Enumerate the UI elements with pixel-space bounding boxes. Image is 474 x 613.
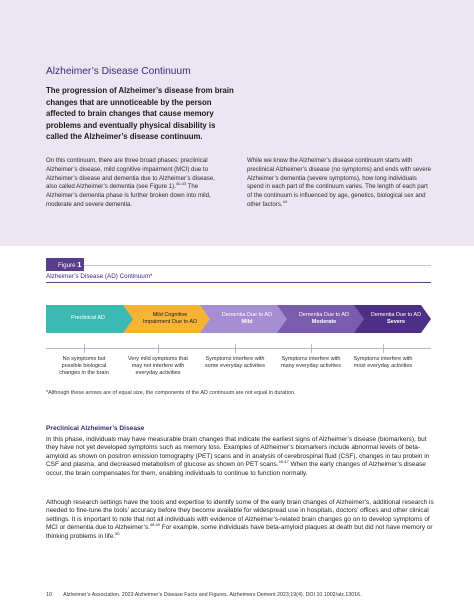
stage-label-line: Mild Cognitive: [152, 311, 188, 318]
timeline-tick: [235, 344, 236, 353]
intro-right-column: [247, 157, 433, 210]
citation-ref: 45-47: [278, 459, 289, 465]
stage-label-line: Dementia Due to AD: [298, 311, 350, 318]
figure-caption-rule: [46, 282, 431, 283]
timeline-tick: [84, 344, 85, 353]
stage-severity: Severe: [386, 319, 406, 325]
intro-left-text: On this continuum, there are three broad phases: preclinical Alzheimer’s disease, mild cognitive impairment (MCI) due to Alzheimer’s disease and dementia due to Alzheimer’s disease, also called Alzheimer’s dementia (see Figure 1).: [46, 157, 215, 191]
citation-ref: 44: [282, 198, 288, 204]
figure-footnote: *Although these arrows are of equal size, the components of the AD continuum are not equal in duration.: [46, 390, 296, 396]
paragraph-text: For example, some individuals have beta-amyloid plaques at death but did not have memory or thinking problems in life.: [46, 524, 433, 540]
footer-citation: Alzheimer’s Association. 2023 Alzheimer’s Disease Facts and Figures. Alzheimers Dement 2023;19(4). DOI 10.1002/alz.13016.: [63, 592, 362, 598]
stage-label-line: Impairment Due to AD: [142, 319, 198, 325]
stage-label-line: Dementia Due to AD: [221, 311, 273, 318]
figure-top-rule: [46, 265, 431, 266]
stage-severity: Mild: [241, 319, 253, 325]
citation-ref: 48,49: [149, 522, 160, 528]
paragraph-text: Although research settings have the tools and expertise to identify some of the early brain changes of Alzheimer’s, additional research is needed to fine-tune the tools’ accuracy before they become available for widespread use in hospitals, doctors’ offices and other clinical settings. It is important to note that not all individuals with evidence of Alzheimer’s-related brain changes go on to develop symptoms of MCI or dementia due to Alzheimer’s.: [46, 499, 434, 532]
intro-left-column: [46, 157, 226, 210]
stage-description-mci: Very mild symptoms that may not interfere with everyday activities: [128, 356, 188, 377]
stage-severity: Moderate: [311, 319, 337, 325]
timeline-tick: [158, 344, 159, 353]
stage-label-line: Dementia Due to AD: [370, 311, 422, 318]
page-number: 10: [46, 592, 52, 598]
continuum-arrows: [46, 305, 431, 333]
timeline-tick: [383, 344, 384, 353]
preclinical-paragraph-2: [46, 499, 436, 541]
stage-description-preclinical: No symptoms but possible biological changes in the brain: [59, 356, 109, 377]
page-footer: [46, 592, 362, 598]
stage-label-preclinical: [46, 305, 130, 333]
stage-label-mild: [209, 305, 285, 333]
figure-number: 1: [77, 260, 82, 269]
stage-label-severe: [363, 305, 429, 333]
intro-right-text: While we know the Alzheimer’s disease continuum starts with preclinical Alzheimer’s disease (no symptoms) and ends with severe Alzheimer’s dementia (severe symptoms), how long individuals spend in each part of the continuum varies. The length of each part of the continuum is influenced by age, genetics, biological sex and other factors.: [247, 157, 432, 208]
timeline-tick: [311, 344, 312, 353]
stage-label-moderate: [286, 305, 362, 333]
section-title: Alzheimer’s Disease Continuum: [46, 66, 191, 77]
figure-tab: [46, 258, 84, 271]
paragraph-text: When the early changes of Alzheimer’s disease occur, the brain compensates for them, enabling individuals to continue to function normally.: [46, 461, 426, 477]
preclinical-heading: Preclinical Alzheimer’s Disease: [46, 425, 145, 432]
stage-label-line: Preclinical AD: [71, 315, 105, 322]
timeline-line: [46, 348, 431, 349]
paragraph-text: In this phase, individuals may have measurable brain changes that indicate the earliest signs of Alzheimer’s disease (biomarkers), but they have not yet developed symptoms such as memory loss. Examples of Alzheimer’s biomarkers include abnormal levels of beta-amyloid as shown on positron emission tomography (PET) scans and in analysis of cerebrospinal fluid (CSF), changes in tau protein in CSF and plasma, and decreased metabolism of glucose as shown on PET scans.: [46, 436, 430, 469]
figure-tab-prefix: Figure: [58, 262, 76, 269]
stage-label-mci: [132, 305, 208, 333]
stage-description-moderate: Symptoms interfere with many everyday activities: [281, 356, 341, 370]
figure-caption: Alzheimer’s Disease (AD) Continuum*: [46, 273, 153, 280]
preclinical-paragraph-1: [46, 436, 436, 478]
intro-left-text-2: The Alzheimer’s dementia phase is further broken down into mild, moderate and severe dementia.: [46, 183, 211, 208]
citation-ref: 40-43: [175, 181, 187, 187]
stage-description-mild: Symptoms interfere with some everyday activities: [205, 356, 265, 370]
lead-paragraph: The progression of Alzheimer’s disease from brain changes that are unnoticeable by the person affected to brain changes that cause memory problems and eventually physical disability is called the Alzheimer’s disease continuum.: [46, 86, 234, 142]
stage-description-severe: Symptoms interfere with most everyday activities: [353, 356, 413, 370]
citation-ref: 50: [115, 530, 120, 536]
